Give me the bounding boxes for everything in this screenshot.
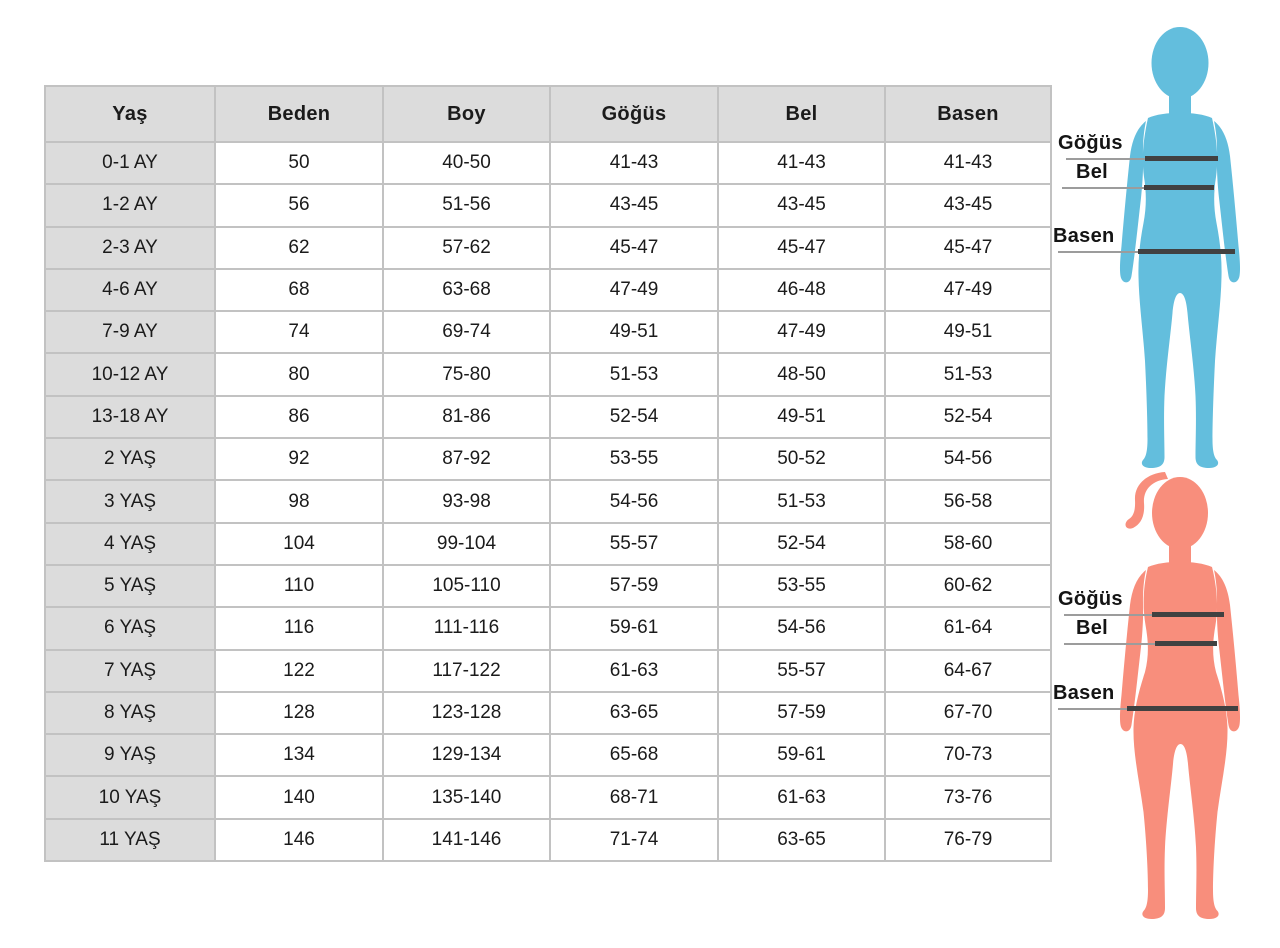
value-cell: 74 <box>215 311 383 353</box>
value-cell: 40-50 <box>383 142 550 184</box>
table-row <box>45 819 1051 861</box>
value-cell: 64-67 <box>885 650 1051 692</box>
row-label-cell: 3 YAŞ <box>45 480 215 522</box>
chest-leader-line <box>1064 614 1152 616</box>
value-cell: 51-53 <box>885 353 1051 395</box>
value-cell: 67-70 <box>885 692 1051 734</box>
chest-measure-line <box>1145 156 1218 161</box>
boy-waist-label: Bel <box>1076 161 1109 183</box>
row-label-cell: 4-6 AY <box>45 269 215 311</box>
value-cell: 62 <box>215 227 383 269</box>
value-cell: 43-45 <box>718 184 885 226</box>
value-cell: 61-64 <box>885 607 1051 649</box>
girl-hip-line <box>1058 706 1238 711</box>
table-row <box>45 523 1051 565</box>
girl-waist-line <box>1064 641 1217 646</box>
value-cell: 134 <box>215 734 383 776</box>
table-row <box>45 311 1051 353</box>
value-cell: 59-61 <box>718 734 885 776</box>
value-cell: 68-71 <box>550 776 718 818</box>
value-cell: 43-45 <box>885 184 1051 226</box>
value-cell: 50-52 <box>718 438 885 480</box>
column-header-3: Göğüs <box>550 86 718 142</box>
value-cell: 71-74 <box>550 819 718 861</box>
value-cell: 53-55 <box>718 565 885 607</box>
value-cell: 65-68 <box>550 734 718 776</box>
value-cell: 99-104 <box>383 523 550 565</box>
hip-measure-line <box>1138 249 1235 254</box>
column-header-1: Beden <box>215 86 383 142</box>
value-cell: 117-122 <box>383 650 550 692</box>
value-cell: 122 <box>215 650 383 692</box>
hip-measure-line <box>1127 706 1238 711</box>
row-label-cell: 11 YAŞ <box>45 819 215 861</box>
value-cell: 135-140 <box>383 776 550 818</box>
value-cell: 45-47 <box>718 227 885 269</box>
value-cell: 52-54 <box>885 396 1051 438</box>
value-cell: 54-56 <box>718 607 885 649</box>
value-cell: 47-49 <box>885 269 1051 311</box>
value-cell: 141-146 <box>383 819 550 861</box>
girl-chest-measure <box>1058 589 1224 617</box>
value-cell: 51-56 <box>383 184 550 226</box>
value-cell: 41-43 <box>550 142 718 184</box>
value-cell: 105-110 <box>383 565 550 607</box>
value-cell: 76-79 <box>885 819 1051 861</box>
table-row <box>45 692 1051 734</box>
value-cell: 54-56 <box>885 438 1051 480</box>
column-header-2: Boy <box>383 86 550 142</box>
row-label-cell: 13-18 AY <box>45 396 215 438</box>
boy-waist-line <box>1062 185 1214 190</box>
value-cell: 58-60 <box>885 523 1051 565</box>
table-row <box>45 184 1051 226</box>
girl-waist-measure <box>1064 618 1217 646</box>
value-cell: 98 <box>215 480 383 522</box>
value-cell: 93-98 <box>383 480 550 522</box>
value-cell: 63-65 <box>550 692 718 734</box>
value-cell: 55-57 <box>718 650 885 692</box>
value-cell: 70-73 <box>885 734 1051 776</box>
row-label-cell: 8 YAŞ <box>45 692 215 734</box>
size-table-body <box>45 142 1051 861</box>
value-cell: 111-116 <box>383 607 550 649</box>
column-header-4: Bel <box>718 86 885 142</box>
value-cell: 57-59 <box>718 692 885 734</box>
row-label-cell: 2 YAŞ <box>45 438 215 480</box>
boy-waist-measure <box>1062 162 1214 190</box>
table-row <box>45 480 1051 522</box>
value-cell: 104 <box>215 523 383 565</box>
value-cell: 73-76 <box>885 776 1051 818</box>
value-cell: 75-80 <box>383 353 550 395</box>
value-cell: 48-50 <box>718 353 885 395</box>
row-label-cell: 5 YAŞ <box>45 565 215 607</box>
value-cell: 60-62 <box>885 565 1051 607</box>
table-row <box>45 353 1051 395</box>
value-cell: 63-68 <box>383 269 550 311</box>
hip-leader-line <box>1058 708 1127 710</box>
value-cell: 55-57 <box>550 523 718 565</box>
value-cell: 56 <box>215 184 383 226</box>
value-cell: 146 <box>215 819 383 861</box>
value-cell: 81-86 <box>383 396 550 438</box>
row-label-cell: 2-3 AY <box>45 227 215 269</box>
chest-leader-line <box>1066 158 1145 160</box>
value-cell: 49-51 <box>718 396 885 438</box>
table-row <box>45 269 1051 311</box>
value-cell: 128 <box>215 692 383 734</box>
row-label-cell: 10-12 AY <box>45 353 215 395</box>
chest-measure-line <box>1152 612 1224 617</box>
value-cell: 49-51 <box>550 311 718 353</box>
value-cell: 51-53 <box>550 353 718 395</box>
value-cell: 92 <box>215 438 383 480</box>
value-cell: 41-43 <box>718 142 885 184</box>
row-label-cell: 10 YAŞ <box>45 776 215 818</box>
value-cell: 54-56 <box>550 480 718 522</box>
value-cell: 52-54 <box>718 523 885 565</box>
value-cell: 87-92 <box>383 438 550 480</box>
value-cell: 52-54 <box>550 396 718 438</box>
value-cell: 110 <box>215 565 383 607</box>
row-label-cell: 7 YAŞ <box>45 650 215 692</box>
value-cell: 47-49 <box>718 311 885 353</box>
waist-measure-line <box>1144 185 1214 190</box>
value-cell: 61-63 <box>550 650 718 692</box>
value-cell: 68 <box>215 269 383 311</box>
value-cell: 123-128 <box>383 692 550 734</box>
value-cell: 47-49 <box>550 269 718 311</box>
value-cell: 56-58 <box>885 480 1051 522</box>
boy-chest-label: Göğüs <box>1058 132 1123 154</box>
row-label-cell: 6 YAŞ <box>45 607 215 649</box>
value-cell: 41-43 <box>885 142 1051 184</box>
value-cell: 80 <box>215 353 383 395</box>
row-label-cell: 0-1 AY <box>45 142 215 184</box>
hip-leader-line <box>1058 251 1138 253</box>
table-row <box>45 438 1051 480</box>
value-cell: 50 <box>215 142 383 184</box>
value-cell: 69-74 <box>383 311 550 353</box>
row-label-cell: 1-2 AY <box>45 184 215 226</box>
value-cell: 61-63 <box>718 776 885 818</box>
girl-hip-label: Basen <box>1053 682 1115 704</box>
value-cell: 59-61 <box>550 607 718 649</box>
row-label-cell: 7-9 AY <box>45 311 215 353</box>
girl-hip-measure <box>1053 683 1238 711</box>
value-cell: 129-134 <box>383 734 550 776</box>
table-row <box>45 776 1051 818</box>
value-cell: 86 <box>215 396 383 438</box>
size-table-header <box>45 86 1051 142</box>
boy-hip-measure <box>1053 226 1235 254</box>
header-row <box>45 86 1051 142</box>
value-cell: 116 <box>215 607 383 649</box>
value-cell: 53-55 <box>550 438 718 480</box>
size-table <box>44 85 1052 862</box>
table-row <box>45 142 1051 184</box>
waist-leader-line <box>1062 187 1144 189</box>
value-cell: 46-48 <box>718 269 885 311</box>
row-label-cell: 9 YAŞ <box>45 734 215 776</box>
value-cell: 57-62 <box>383 227 550 269</box>
value-cell: 63-65 <box>718 819 885 861</box>
boy-hip-line <box>1058 249 1235 254</box>
waist-measure-line <box>1155 641 1217 646</box>
value-cell: 45-47 <box>885 227 1051 269</box>
value-cell: 51-53 <box>718 480 885 522</box>
table-row <box>45 396 1051 438</box>
value-cell: 57-59 <box>550 565 718 607</box>
value-cell: 43-45 <box>550 184 718 226</box>
column-header-5: Basen <box>885 86 1051 142</box>
table-row <box>45 227 1051 269</box>
table-row <box>45 650 1051 692</box>
table-row <box>45 607 1051 649</box>
boy-chest-measure <box>1058 133 1218 161</box>
column-header-0: Yaş <box>45 86 215 142</box>
value-cell: 49-51 <box>885 311 1051 353</box>
girl-chest-label: Göğüs <box>1058 588 1123 610</box>
boy-hip-label: Basen <box>1053 225 1115 247</box>
value-cell: 45-47 <box>550 227 718 269</box>
waist-leader-line <box>1064 643 1155 645</box>
row-label-cell: 4 YAŞ <box>45 523 215 565</box>
value-cell: 140 <box>215 776 383 818</box>
table-row <box>45 734 1051 776</box>
girl-waist-label: Bel <box>1076 617 1109 639</box>
table-row <box>45 565 1051 607</box>
